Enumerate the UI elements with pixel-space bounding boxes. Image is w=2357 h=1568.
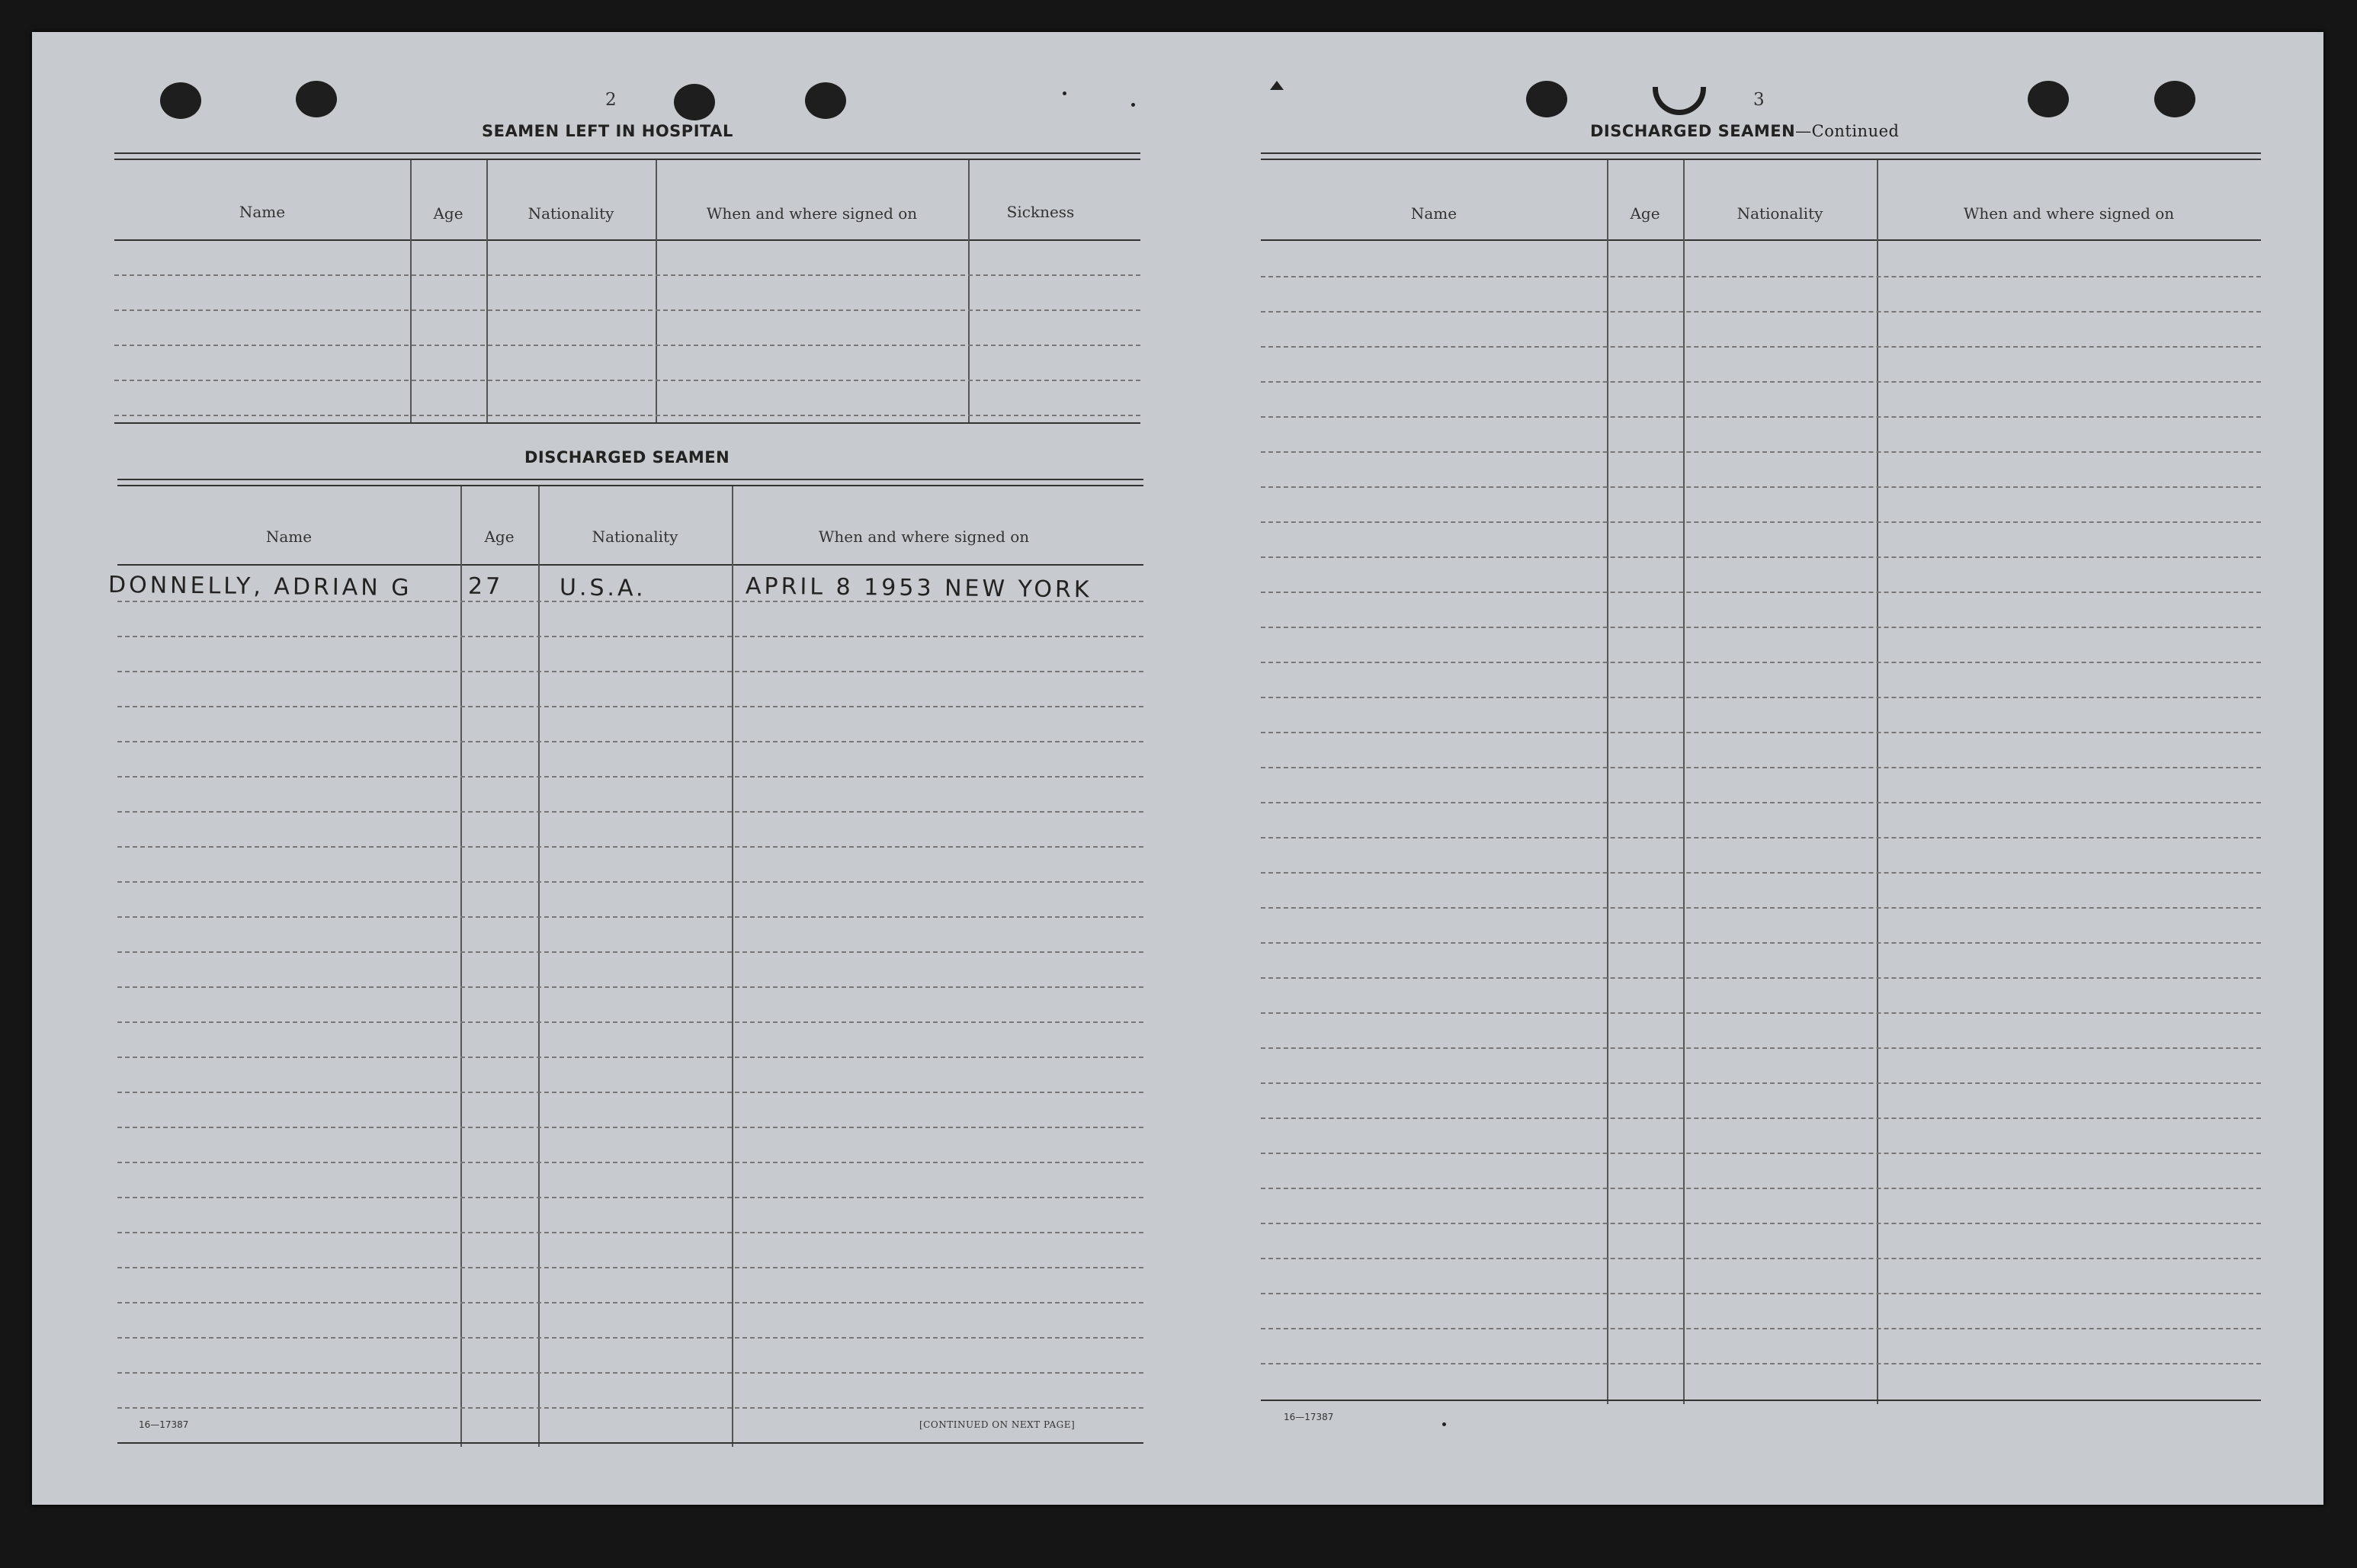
punch-hole — [1526, 81, 1567, 117]
form-code: 16—17387 — [139, 1419, 189, 1430]
column-header-age: Age — [484, 527, 515, 546]
section-title-continued: —Continued — [1795, 122, 1900, 140]
entry-name: DONNELLY, ADRIAN G — [107, 571, 412, 602]
form-code: 16—17387 — [1284, 1412, 1334, 1422]
column-header-name: Name — [239, 203, 286, 221]
discharged-table — [117, 479, 1143, 1447]
column-header-age: Age — [1630, 204, 1660, 223]
punch-hole — [2154, 81, 2195, 117]
discharged-section-title: DISCHARGED SEAMEN — [524, 448, 730, 467]
ink-speck — [1131, 103, 1135, 107]
column-header-signed-on: When and where signed on — [706, 204, 918, 223]
ledger-sheet — [32, 32, 2323, 1505]
page-number: 2 — [605, 90, 617, 110]
ink-speck — [1063, 91, 1066, 95]
page-number: 3 — [1753, 90, 1765, 110]
column-header-sickness: Sickness — [1006, 203, 1075, 221]
entry-nationality: U.S.A. — [559, 574, 646, 602]
column-header-name: Name — [265, 527, 313, 546]
continued-section-title — [1590, 122, 1899, 140]
left-page — [32, 32, 1175, 1505]
column-header-age: Age — [433, 204, 463, 223]
punch-hole — [805, 82, 846, 119]
hospital-table — [114, 152, 1140, 460]
continued-note: [CONTINUED ON NEXT PAGE] — [919, 1419, 1076, 1430]
entry-signed-on: APRIL 8 1953 NEW YORK — [745, 572, 1092, 604]
column-header-name: Name — [1410, 204, 1457, 223]
column-header-signed-on: When and where signed on — [818, 527, 1030, 546]
ink-speck — [1442, 1422, 1446, 1426]
right-page — [1175, 32, 2323, 1505]
punch-hole-torn — [1653, 87, 1706, 115]
column-header-signed-on: When and where signed on — [1963, 204, 2175, 223]
entry-age: 27 — [467, 572, 504, 601]
punch-hole — [296, 81, 337, 117]
hospital-section-title: SEAMEN LEFT IN HOSPITAL — [482, 122, 733, 140]
punch-hole — [2028, 81, 2069, 117]
column-header-nationality: Nationality — [592, 527, 678, 546]
column-header-nationality: Nationality — [1736, 204, 1823, 223]
discharged-continued-table — [1261, 152, 2261, 1439]
section-title-text: DISCHARGED SEAMEN — [1590, 122, 1796, 140]
column-header-nationality: Nationality — [528, 204, 614, 223]
ink-mark — [1270, 81, 1284, 90]
punch-hole — [160, 82, 201, 119]
punch-hole — [674, 84, 715, 120]
